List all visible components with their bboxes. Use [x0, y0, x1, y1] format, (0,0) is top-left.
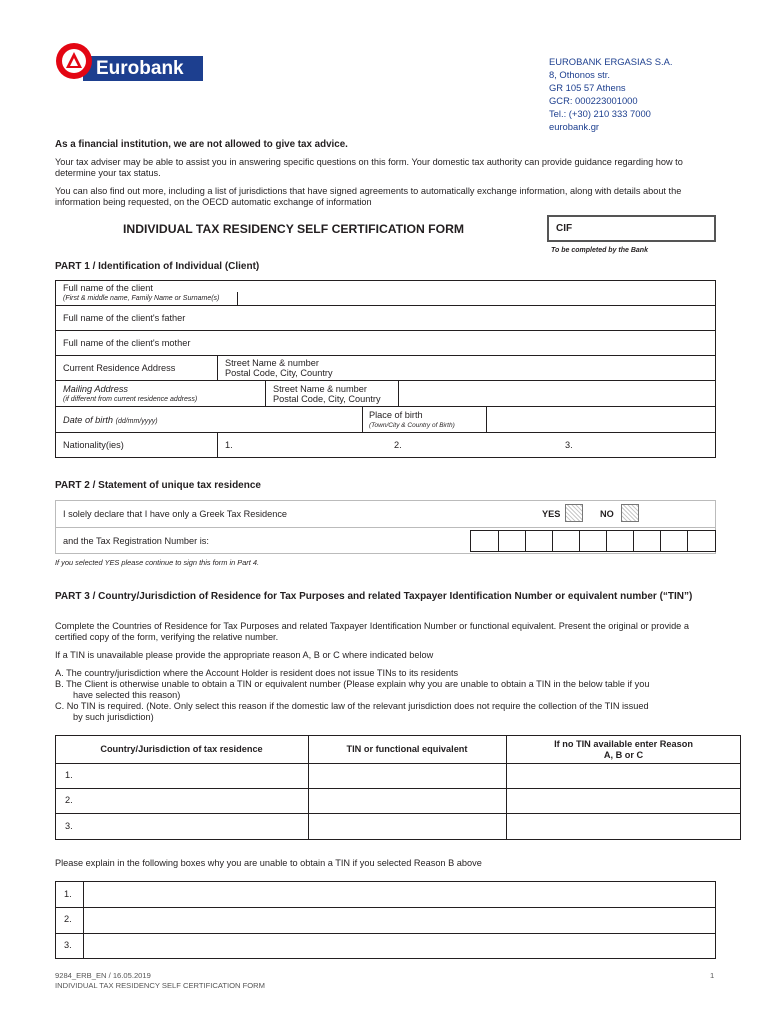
greek-residence-label: I solely declare that I have only a Greek Tax Residence	[63, 509, 288, 519]
footer-form-name: INDIVIDUAL TAX RESIDENCY SELF CERTIFICATION FORM	[55, 981, 265, 990]
street-label: Street Name & number	[225, 358, 319, 368]
explain-input[interactable]	[88, 936, 714, 958]
col-reason-line2: A, B or C	[603, 750, 644, 760]
intro-paragraph: You can also find out more, including a list of jurisdictions that have signed agreements to automatically exchange information, along with details about the information being requested, on the OECD automatic exchange of information	[55, 186, 682, 207]
part3-paragraph: If a TIN is unavailable please provide the appropriate reason A, B or C where indicated below	[55, 650, 434, 660]
address-line: GCR: 000223001000	[549, 95, 638, 106]
nationality-2: 2.	[394, 440, 402, 450]
street-label: Street Name & number	[273, 384, 367, 394]
part1-title: PART 1 / Identification of Individual (Client)	[55, 261, 260, 272]
reason-b-cont: have selected this reason)	[73, 690, 181, 700]
no-label: NO	[600, 509, 614, 519]
col-tin-header: TIN or functional equivalent	[346, 744, 468, 754]
col-reason-line1: If no TIN available enter Reason	[554, 739, 693, 749]
reason-a: A. The country/jurisdiction where the Account Holder is resident does not issue TINs to its residents	[55, 668, 459, 678]
cif-label: CIF	[556, 223, 573, 234]
explain-input[interactable]	[88, 884, 714, 906]
address-line: GR 105 57 Athens	[549, 82, 626, 93]
nationality-3: 3.	[565, 440, 573, 450]
form-title: INDIVIDUAL TAX RESIDENCY SELF CERTIFICATION FORM	[123, 222, 465, 236]
tin-row-number: 2.	[65, 795, 73, 805]
eurobank-logo	[55, 42, 205, 84]
explain-row-number: 3.	[64, 940, 72, 950]
explain-input[interactable]	[88, 910, 714, 932]
nationality-label: Nationality(ies)	[63, 440, 124, 450]
bank-address	[549, 55, 672, 133]
dob-hint: (dd/mm/yyyy)	[115, 418, 158, 425]
full-name-hint: (First & middle name, Family Name or Surname(s)	[63, 295, 220, 302]
brand-name: Eurobank	[96, 58, 184, 79]
explain-row-number: 1.	[64, 889, 72, 899]
explain-row-number: 2.	[64, 914, 72, 924]
reason-b: B. The Client is otherwise unable to obtain a TIN or equivalent number (Please explain why you are unable to obtain a TIN in the below table if you	[55, 679, 650, 689]
col-country-header: Country/Jurisdiction of tax residence	[100, 744, 263, 754]
yes-checkbox[interactable]	[565, 504, 583, 522]
cif-note: To be completed by the Bank	[551, 247, 648, 254]
reason-c: C. No TIN is required. (Note. Only select this reason if the domestic law of the relevant jurisdiction does not require the collection of the TIN issued	[55, 701, 649, 711]
intro-paragraph: Your tax adviser may be able to assist you in answering specific questions on this form. Your domestic tax authority can provide guidance regarding how to determine your tax status.	[55, 157, 683, 178]
current-address-label: Current Residence Address	[63, 363, 176, 373]
explain-label: Please explain in the following boxes why you are unable to obtain a TIN if you selected Reason B above	[55, 858, 482, 868]
tax-registration-label: and the Tax Registration Number is:	[63, 536, 209, 546]
full-name-label: Full name of the client	[63, 283, 153, 293]
dob-text: Date of birth	[63, 415, 114, 425]
mailing-address-hint: (if different from current residence address)	[63, 396, 198, 403]
tin-country-input[interactable]	[80, 766, 306, 787]
reason-c-cont: by such jurisdiction)	[73, 712, 154, 722]
col-reason-header	[506, 739, 741, 761]
mailing-address-label: Mailing Address	[63, 384, 129, 394]
yes-label: YES	[542, 509, 561, 519]
tin-number-input[interactable]	[312, 766, 506, 787]
tin-row-number: 1.	[65, 770, 73, 780]
tin-row-number: 3.	[65, 821, 73, 831]
part3-paragraph: Complete the Countries of Residence for Tax Purposes and related Taxpayer Identification Number or functional equivalent. Present the original or provide a certified copy of the form, verifying the relative number.	[55, 621, 689, 642]
tin-reason-input[interactable]	[510, 766, 740, 787]
no-checkbox[interactable]	[621, 504, 639, 522]
dob-label	[63, 415, 158, 426]
postal-label: Postal Code, City, Country	[273, 394, 381, 404]
tax-registration-cells[interactable]	[470, 530, 716, 552]
address-line: eurobank.gr	[549, 121, 600, 132]
address-line: Tel.: (+30) 210 333 7000	[549, 108, 651, 119]
nationality-1: 1.	[225, 440, 233, 450]
part3-title: PART 3 / Country/Jurisdiction of Residence for Tax Purposes and related Taxpayer Identification Number or equivalent number (“TIN”)	[55, 591, 693, 602]
cif-box[interactable]	[547, 215, 716, 242]
pob-hint: (Town/City & Country of Birth)	[369, 422, 455, 429]
postal-label: Postal Code, City, Country	[225, 368, 333, 378]
nationality-row[interactable]	[55, 433, 716, 458]
footer-code: 9284_ERB_EN / 16.05.2019	[55, 971, 151, 980]
address-line: 8, Othonos str.	[549, 69, 610, 80]
pob-label: Place of birth	[369, 410, 423, 420]
page-number: 1	[710, 971, 715, 980]
father-name-label: Full name of the client's father	[63, 313, 186, 323]
mother-name-label: Full name of the client's mother	[63, 338, 191, 348]
part2-title: PART 2 / Statement of unique tax residence	[55, 480, 261, 491]
part2-note: If you selected YES please continue to sign this form in Part 4.	[55, 558, 260, 567]
intro-heading: As a financial institution, we are not allowed to give tax advice.	[55, 139, 348, 150]
address-line: EUROBANK ERGASIAS S.A.	[549, 56, 673, 67]
